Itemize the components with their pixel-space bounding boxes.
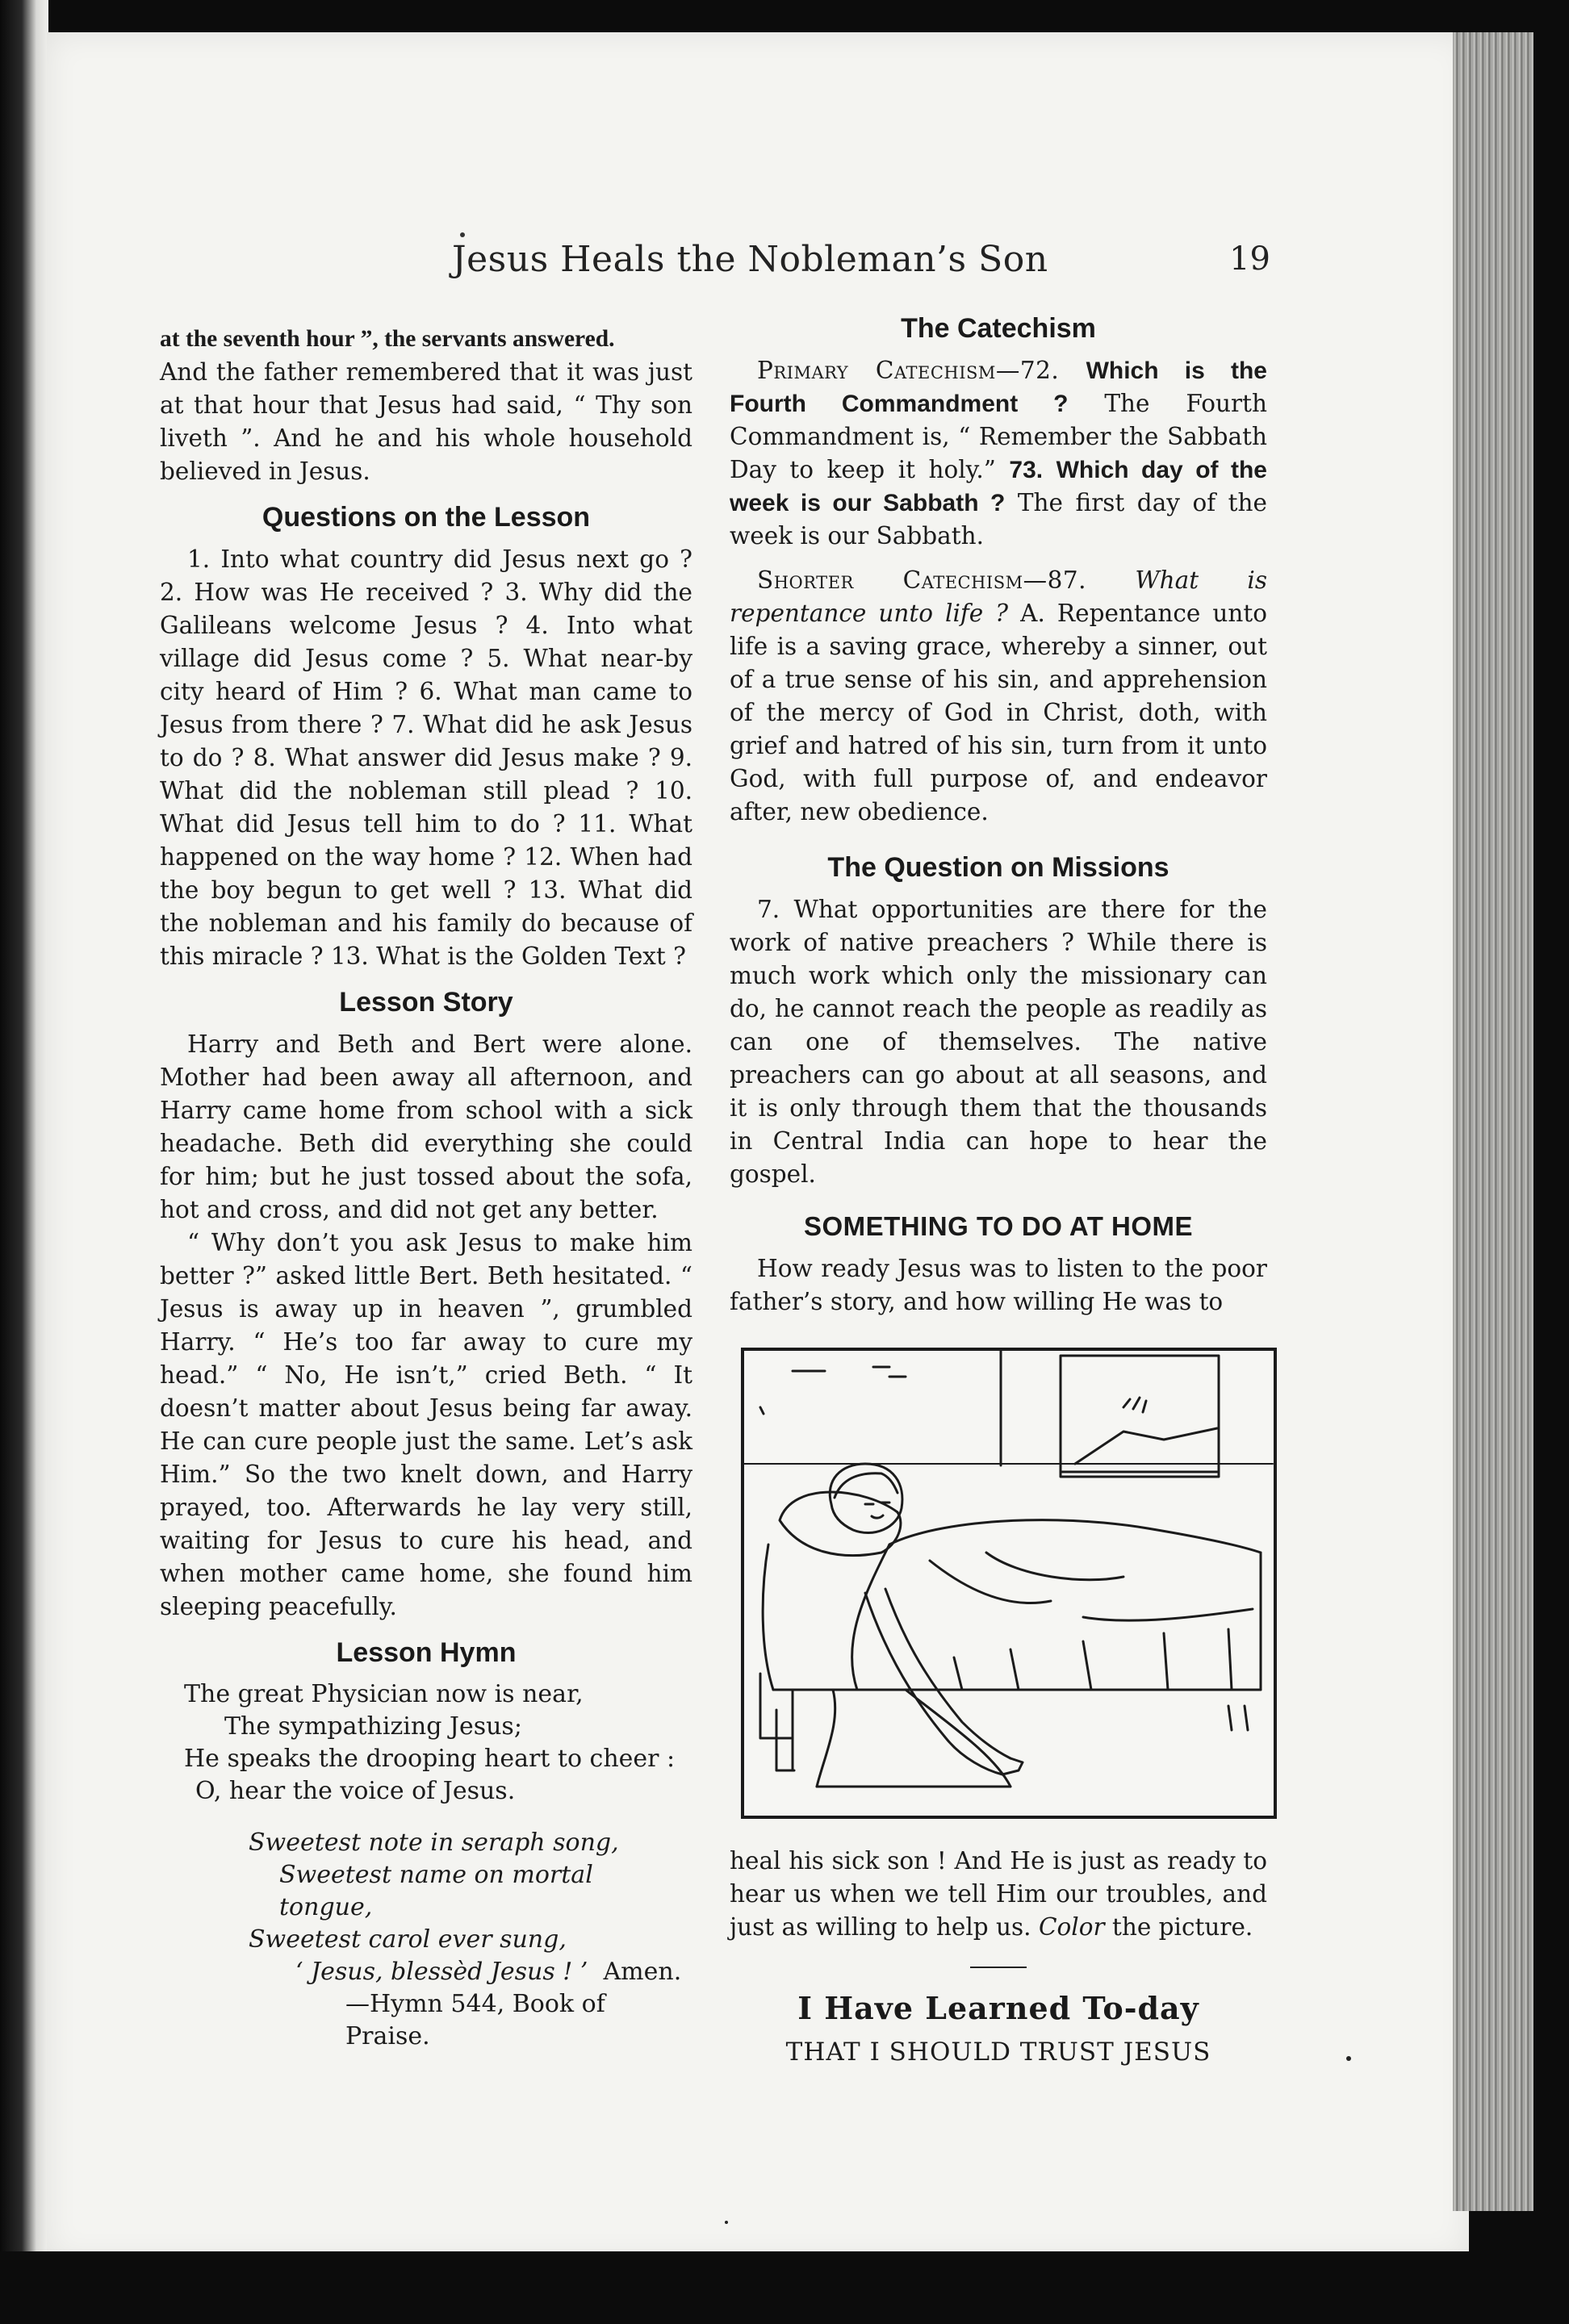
sick-boy-in-bed-coloring-picture-icon <box>744 1351 1274 1816</box>
lesson-hymn-heading: Lesson Hymn <box>336 1637 517 1668</box>
page-number: 19 <box>1229 240 1270 278</box>
hymn-source: —Hymn 544, Book of Praise. <box>345 1990 605 2050</box>
story-continuation-2: And the father remembered that it was just at that hour that Jesus had said, “ Thy son liveth ”. And he and his whole household believed in Jesus. <box>160 358 692 485</box>
home-activity-text-end: the picture. <box>1111 1913 1253 1941</box>
book-gutter <box>0 0 48 2324</box>
lesson-story-heading: Lesson Story <box>339 987 513 1018</box>
divider <box>970 1967 1027 1968</box>
refrain-line: Sweetest note in seraph song, <box>249 1829 619 1857</box>
hymn-line: O, hear the voice of Jesus. <box>195 1777 516 1805</box>
learned-today-heading: I Have Learned To-day <box>797 1990 1199 2026</box>
missions-heading: The Question on Missions <box>827 852 1169 883</box>
catechism-heading: The Catechism <box>901 313 1096 344</box>
hymn-refrain <box>160 1827 692 2053</box>
missions-text: 7. What opportunities are there for the work of native preachers ? While there is much work which only the missionary can do, he cannot reach the people as readily as can one of themselves. The native preachers can go about at all seasons, and it is only through them that the thousands in Central India can hope to hear the gospel. <box>730 896 1267 1188</box>
bottom-margin <box>0 2251 1569 2324</box>
refrain-line: Sweetest name on mortal tongue, <box>279 1861 593 1921</box>
primary-catechism-label: Primary Catechism—72. <box>757 357 1060 384</box>
lesson-story-paragraph-2: “ Why don’t you ask Jesus to make him better ?” asked little Bert. Beth hesitated. “ Jesus is away up in heaven ”, grumbled Harry. “ He’s too far away to cure my head.” “ No, He isn’t,” cried Beth. “ It doesn’t matter about Jesus being far away. He can cure people just the same. Let’s ask Him.” So the two knelt down, and Harry prayed, too. Afterwards he lay very still, waiting for Jesus to cure his head, and when mother came home, she found him sleeping peacefully. <box>160 1229 692 1620</box>
running-header <box>404 239 1324 295</box>
refrain-line-last <box>160 1956 692 1988</box>
left-column <box>160 323 692 2053</box>
home-activity-text: How ready Jesus was to listen to the poor father’s story, and how willing He was to <box>730 1255 1267 1315</box>
home-activity-text-continued: heal his sick son ! And He is just as ready to hear us when we tell Him our troubles, and just as willing to help us. <box>730 1847 1267 1941</box>
amen: Amen. <box>603 1958 682 1986</box>
hymn-verse <box>160 1678 692 2053</box>
learned-today-text: THAT I SHOULD TRUST JESUS <box>785 2038 1211 2067</box>
primary-question-72: Which is the Fourth Commandment ? <box>730 357 1267 417</box>
coloring-picture <box>741 1348 1277 1819</box>
primary-question-73-number: 73. <box>1009 457 1044 483</box>
page-edges <box>1453 32 1533 2211</box>
shorter-catechism <box>730 564 1267 829</box>
questions-heading: Questions on the Lesson <box>262 502 591 533</box>
hymn-line: He speaks the drooping heart to cheer : <box>184 1745 676 1773</box>
lesson-story-paragraph-1: Harry and Beth and Bert were alone. Mother had been away all afternoon, and Harry came home from school with a sick headache. Beth did everything she could for him; but he just tossed about the sofa, hot and cross, and did not get any better. <box>160 1030 692 1223</box>
story-continuation-1: at the seventh hour ”, the servants answered. <box>160 326 615 352</box>
right-column <box>730 311 1267 2070</box>
ink-speck <box>1346 2056 1351 2061</box>
primary-question-73: Which day of the week is our Sabbath ? <box>730 457 1267 516</box>
color-instruction: Color <box>1038 1913 1105 1941</box>
home-activity-continued <box>730 1845 1267 1944</box>
primary-answer-73: The first day of the week is our Sabbath. <box>730 489 1267 550</box>
primary-answer-72: The Fourth Commandment is, “ Remember the Sabbath Day to keep it holy.” <box>730 390 1267 483</box>
hymn-line: The sympathizing Jesus; <box>224 1712 522 1741</box>
hymn-line: The great Physician now is near, <box>184 1680 584 1708</box>
primary-catechism <box>730 354 1267 553</box>
ink-speck <box>725 2221 728 2224</box>
home-activity-heading: SOMETHING TO DO AT HOME <box>803 1211 1194 1241</box>
shorter-answer: A. Repentance unto life is a saving grace, whereby a sinner, out of a true sense of his sin, and apprehension of the mercy of God in Christ, doth, with grief and hatred of his sin, turn from it unto God, with full purpose of, and endeavor after, new obedience. <box>730 600 1267 826</box>
refrain-line: Sweetest carol ever sung, <box>249 1925 567 1954</box>
shorter-question: What is repentance unto life ? <box>730 566 1267 627</box>
shorter-catechism-label: Shorter Catechism—87. <box>757 566 1087 594</box>
ink-speck <box>460 232 465 237</box>
page-title: Jesus Heals the Nobleman’s Son <box>452 239 1048 280</box>
questions-text: 1. Into what country did Jesus next go ? 2. How was He received ? 3. Why did the Galileans welcome Jesus ? 4. Into what village did Jesus come ? 5. What near-by city heard of Him ? 6. What man came to Jesus from there ? 7. What did he ask Jesus to do ? 8. What answer did Jesus make ? 9. What did the nobleman still plead ? 10. What did Jesus tell him to do ? 11. What happened on the way home ? 12. When had the boy begun to get well ? 13. What did the nobleman and his family do because of this miracle ? 13. What is the Golden Text ? <box>160 545 692 970</box>
refrain-final: ‘ Jesus, blessèd Jesus ! ’ <box>295 1958 588 1986</box>
